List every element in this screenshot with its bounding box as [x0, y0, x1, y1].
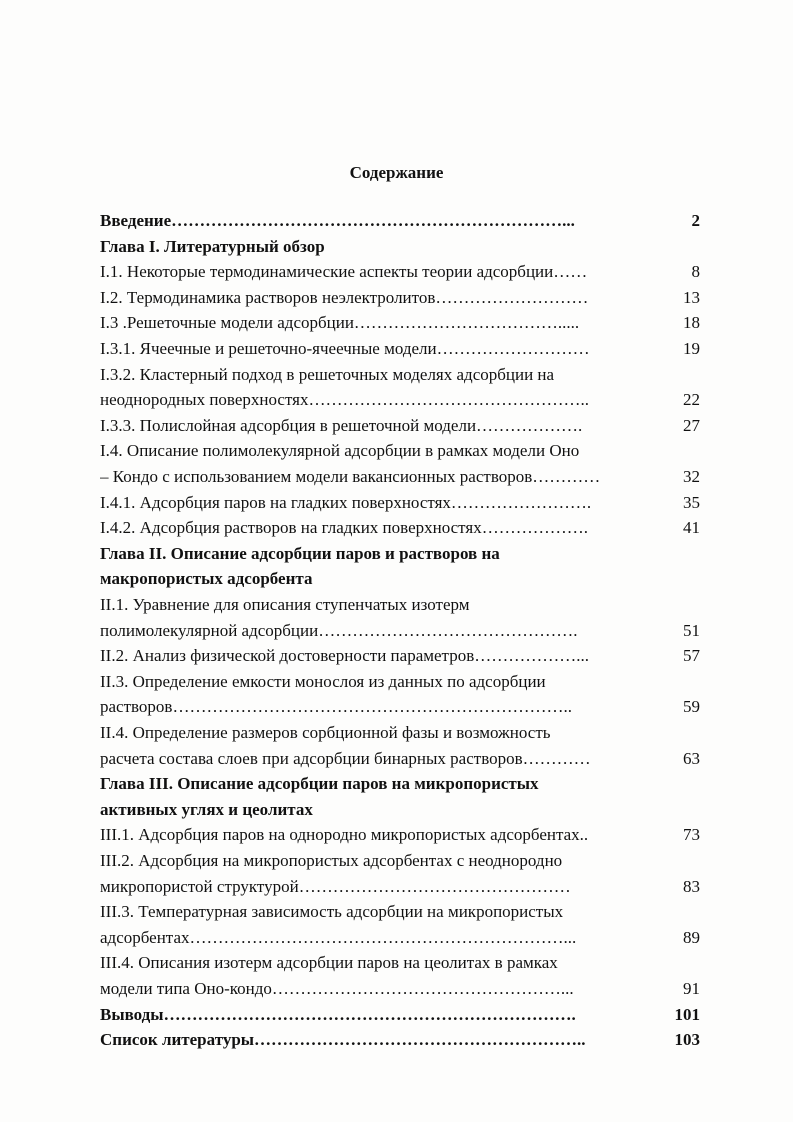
toc-entry: макропористых адсорбента — [100, 569, 313, 589]
toc-entry: II.1. Уравнение для описания ступенчатых изотерм — [100, 595, 470, 614]
toc-entry: II.2. Анализ физической достоверности параметров………………... — [100, 646, 589, 666]
toc-entry: I.4. Описание полимолекулярной адсорбции в рамках модели Оно — [100, 441, 580, 461]
toc-entry: полимолекулярной адсорбции………………………………………. — [100, 620, 578, 640]
toc-entry: Глава III. Описание адсорбции паров на микропористых — [100, 774, 539, 794]
toc-entry: адсорбентах…………………………………………………………... — [100, 927, 577, 947]
toc-page-number: 63 — [683, 748, 700, 768]
toc-page-number: 51 — [683, 620, 700, 640]
toc-page-number: 103 — [674, 1030, 700, 1050]
toc-page-number: 27 — [683, 415, 700, 435]
toc-entry: модели типа Оно-кондо……………………………………………... — [100, 979, 574, 998]
toc-page-number: 59 — [683, 697, 700, 717]
toc-entry: III.1. Адсорбция паров на однородно микропористых адсорбентах.. — [100, 825, 589, 845]
toc-entry: неоднородных поверхностях………………………………………….. — [100, 390, 589, 410]
toc-entry: I.3.1. Ячеечные и решеточно-ячеечные модели……………………… — [100, 339, 590, 358]
toc-page-number: 89 — [683, 927, 700, 947]
toc-entry: I.3.2. Кластерный подход в решеточных моделях адсорбции на — [100, 364, 555, 384]
toc-entry: I.1. Некоторые термодинамические аспекты теории адсорбции…… — [100, 262, 588, 282]
toc-entry: III.3. Температурная зависимость адсорбции на микропористых — [100, 902, 564, 922]
toc-entry: – Кондо с использованием модели вакансионных растворов………… — [100, 467, 601, 486]
toc-page-number: 57 — [683, 646, 700, 666]
toc-entry: II.3. Определение емкости монослоя из данных по адсорбции — [100, 671, 546, 691]
toc-page-number: 8 — [691, 262, 700, 282]
toc-entry: I.3.3. Полислойная адсорбция в решеточной модели………………. — [100, 415, 583, 435]
toc-page-number: 2 — [691, 211, 700, 230]
toc-entry: Глава I. Литературный обзор — [100, 236, 325, 256]
toc-entry: Список литературы………………………………………………….. — [100, 1030, 586, 1050]
toc-entry: II.4. Определение размеров сорбционной фазы и возможность — [100, 723, 551, 742]
toc-page-number: 41 — [683, 518, 700, 538]
toc-entry: активных углях и цеолитах — [100, 799, 313, 819]
toc-entry: III.2. Адсорбция на микропористых адсорбентах с неоднородно — [100, 851, 563, 870]
toc-page-number: 22 — [683, 390, 700, 410]
toc-page-number: 19 — [683, 339, 700, 358]
toc-entry: I.4.1. Адсорбция паров на гладких поверхностях……………………. — [100, 492, 592, 512]
toc-entry: Введение……………………………………………………………... — [100, 211, 575, 230]
toc-page-number: 73 — [683, 825, 700, 845]
toc-page-number: 91 — [683, 979, 700, 998]
toc-entry: Глава II. Описание адсорбции паров и растворов на — [100, 543, 500, 563]
toc-entry: I.4.2. Адсорбция растворов на гладких поверхностях………………. — [100, 518, 588, 538]
toc-entry: I.2. Термодинамика растворов неэлектролитов……………………… — [100, 287, 589, 307]
toc-page-number: 13 — [683, 287, 700, 307]
toc-page-number: 83 — [683, 876, 700, 896]
toc-page-number: 101 — [674, 1004, 700, 1024]
toc-entry: расчета состава слоев при адсорбции бинарных растворов………… — [100, 748, 591, 768]
toc-page-number: 18 — [683, 313, 700, 333]
toc-entry: Выводы………………………………………………………………. — [100, 1004, 576, 1024]
toc-page-number: 32 — [683, 467, 700, 486]
toc-page-number: 35 — [683, 492, 700, 512]
page-title: Содержание — [349, 163, 444, 182]
toc-entry: III.4. Описания изотерм адсорбции паров на цеолитах в рамках — [100, 953, 558, 973]
toc-entry: растворов…………………………………………………………….. — [100, 697, 572, 717]
toc-entry: I.3 .Решеточные модели адсорбции………………………………..... — [100, 313, 580, 333]
toc-entry: микропористой структурой………………………………………… — [100, 876, 571, 896]
